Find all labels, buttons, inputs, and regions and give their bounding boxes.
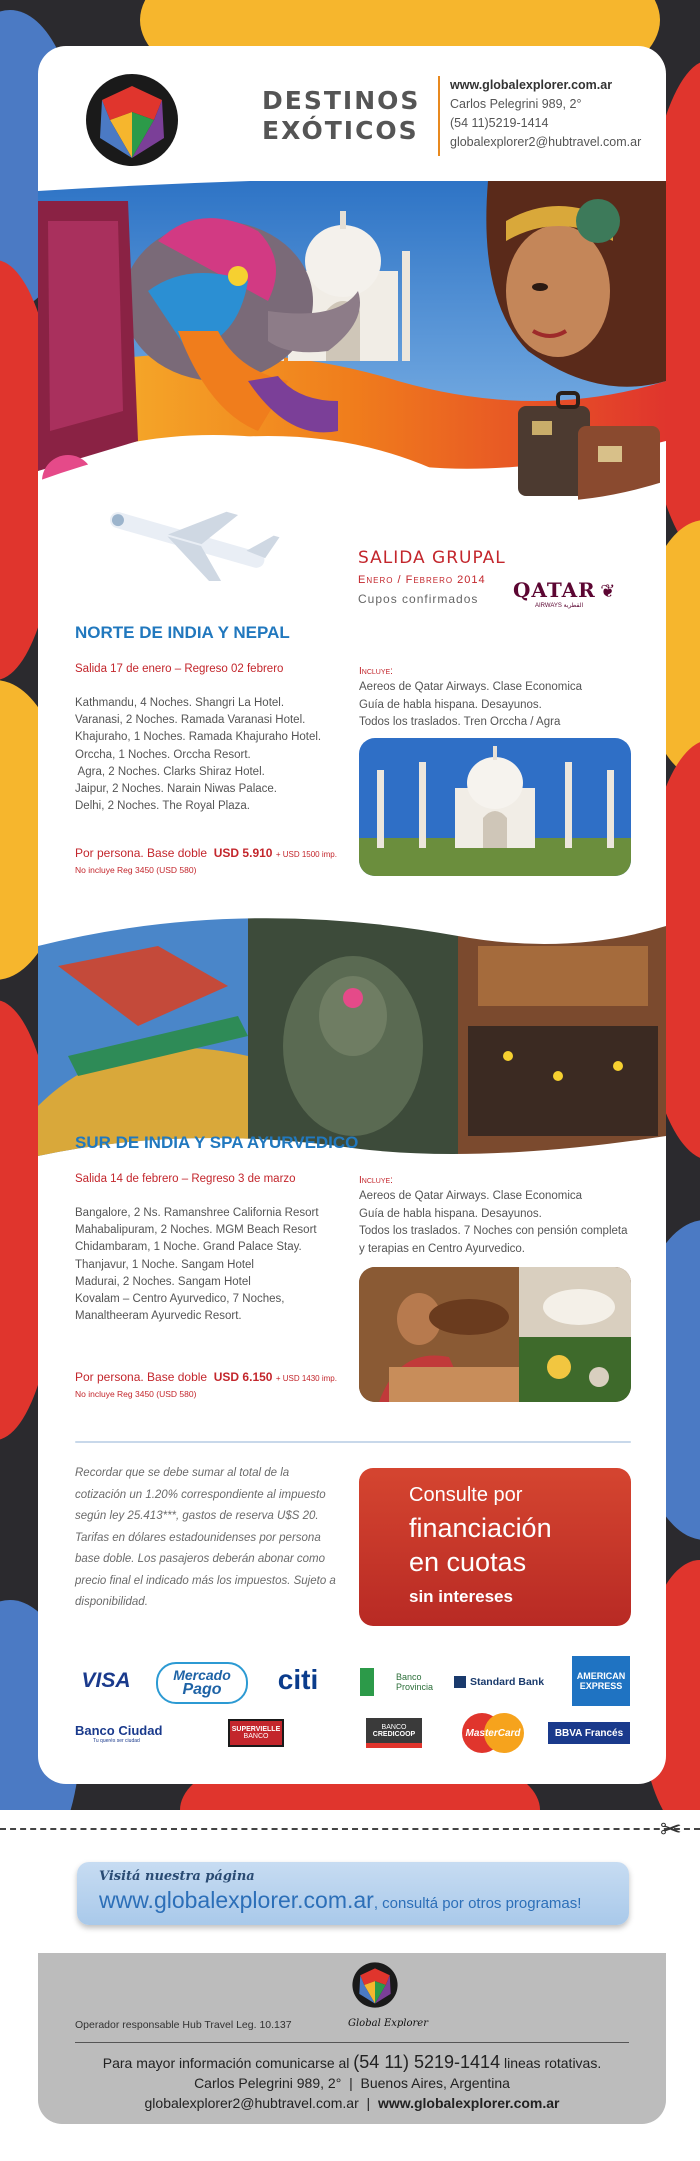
footer	[38, 1953, 666, 2124]
operator-text: Operador responsable Hub Travel Leg. 10.137	[75, 2019, 292, 2031]
price-label: Por persona. Base doble	[75, 846, 208, 860]
footer-website-link[interactable]: www.globalexplorer.com.ar	[377, 2095, 560, 2111]
page-title	[262, 86, 420, 146]
financing-line-3: en cuotas	[409, 1547, 527, 1577]
standard-bank-icon	[454, 1676, 466, 1688]
includes-item: Guía de habla hispana. Desayunos.	[359, 698, 542, 711]
footer-separator: |	[366, 2095, 371, 2111]
header-email-link[interactable]: globalexplorer2@hubtravel.com.ar	[450, 135, 642, 149]
header-website-link[interactable]: www.globalexplorer.com.ar	[450, 78, 613, 92]
trip-1-itinerary	[75, 695, 355, 815]
american-express-logo	[572, 1656, 630, 1706]
trip-2-price	[75, 1370, 337, 1384]
mastercard-logo	[458, 1712, 528, 1754]
taj-mahal-photo	[359, 738, 631, 876]
price-extra: + USD 1500 imp.	[275, 850, 337, 859]
group-departure-dates: Enero / Febrero 2014	[358, 574, 486, 586]
itinerary-item: Mahabalipuram, 2 Noches. MGM Beach Resort	[75, 1224, 317, 1237]
itinerary-item: Orccha, 1 Noches. Orccha Resort.	[75, 748, 251, 761]
trip-1-dates: Salida 17 de enero – Regreso 02 febrero	[75, 663, 284, 675]
credicoop-text-1: BANCO	[381, 1723, 407, 1731]
visit-label: Visitá nuestra página	[99, 1869, 255, 1884]
banco-credicoop-logo	[366, 1718, 422, 1748]
header-phone: (54 11)5219-1414	[450, 116, 549, 130]
trip-2-includes	[359, 1188, 649, 1258]
trip-1-note: No incluye Reg 3450 (USD 580)	[75, 865, 197, 875]
itinerary-item: Madurai, 2 Noches. Sangam Hotel	[75, 1275, 251, 1288]
footer-email-link[interactable]: globalexplorer2@hubtravel.com.ar	[144, 2095, 359, 2111]
itinerary-item: Jaipur, 2 Noches. Narain Niwas Palace.	[75, 783, 277, 796]
itinerary-item: Varanasi, 2 Noches. Ramada Varanasi Hotel.	[75, 714, 306, 727]
group-departure-status: Cupos confirmados	[358, 592, 479, 606]
price-label: Por persona. Base doble	[75, 1370, 208, 1384]
itinerary-item: Khajuraho, 1 Noches. Ramada Khajuraho Hotel.	[75, 731, 322, 744]
group-departure-title: SALIDA GRUPAL	[358, 548, 506, 568]
banco-provincia-text-1: Banco	[396, 1672, 422, 1682]
visit-cta-text: , consultá por otros programas!	[373, 1895, 582, 1912]
footer-contact	[38, 2052, 666, 2113]
banco-provincia-text-2: Provincia	[396, 1682, 434, 1692]
footer-divider	[75, 2042, 629, 2043]
itinerary-item: Kathmandu, 4 Noches. Shangri La Hotel.	[75, 697, 285, 709]
supervielle-text-1: SUPERVIELLE	[231, 1726, 281, 1733]
financing-line-4: sin intereses	[409, 1587, 513, 1606]
itinerary-item: Delhi, 2 Noches. The Royal Plaza.	[75, 800, 250, 813]
section-divider	[75, 1441, 631, 1443]
header-divider	[438, 76, 440, 156]
oryx-icon: ❦	[600, 581, 616, 601]
price-value: USD 5.910	[213, 846, 273, 860]
banco-ciudad-text: Banco Ciudad	[75, 1722, 163, 1738]
trip-2-note: No incluye Reg 3450 (USD 580)	[75, 1389, 197, 1399]
trip-2-dates: Salida 14 de febrero – Regreso 3 de marzo	[75, 1173, 296, 1185]
footer-city: Buenos Aires, Argentina	[360, 2075, 510, 2091]
hero-collage-image	[38, 181, 666, 581]
trip-2-title: SUR DE INDIA Y SPA AYURVEDICO	[75, 1133, 359, 1152]
trip-1-price	[75, 846, 337, 860]
footer-logo	[348, 1959, 428, 2029]
visit-website-link[interactable]: www.globalexplorer.com.ar	[99, 1887, 374, 1913]
title-line-1: DESTINOS	[262, 86, 421, 115]
newsletter-card	[38, 46, 666, 1784]
supervielle-text-2: BANCO	[243, 1733, 269, 1740]
includes-item: Guía de habla hispana. Desayunos.	[359, 1207, 542, 1220]
financing-line-1: Consulte por	[409, 1484, 523, 1506]
qatar-logo-text: QATAR	[513, 578, 596, 602]
includes-item: Todos los traslados. Tren Orccha / Agra	[359, 716, 561, 728]
qatar-logo-subtext: AIRWAYS القطرية	[535, 603, 584, 609]
mastercard-text: MasterCard	[465, 1727, 521, 1739]
group-departure-info	[358, 548, 506, 606]
contact-suffix: lineas rotativas.	[503, 2055, 602, 2071]
standard-bank-logo	[452, 1672, 546, 1692]
ayurvedic-spa-photo	[359, 1267, 631, 1402]
citi-logo: citi	[277, 1664, 319, 1695]
banco-ciudad-logo	[75, 1718, 171, 1748]
qatar-airways-logo	[513, 578, 615, 609]
coupon-cut-line	[0, 1828, 700, 1830]
price-value: USD 6.150	[213, 1370, 273, 1384]
includes-item: Aereos de Qatar Airways. Clase Economica	[359, 1190, 583, 1202]
includes-item: y terapias en Centro Ayurvedico.	[359, 1242, 525, 1255]
itinerary-item: Kovalam – Centro Ayurvedico, 7 Noches,	[75, 1293, 285, 1306]
price-extra: + USD 1430 imp.	[275, 1374, 337, 1383]
disclaimer-text: Recordar que se debe sumar al total de la cotización un 1.20% correspondiente al impuesto según ley 25.413***, gastos de reserva U$S 20. Tarifas en dólares estadounidenses por persona base doble. Los pasajeros deberán abonar como precio final el indicado más los impuestos. Sujeto a disponibilidad.	[75, 1467, 336, 1608]
footer-phone: (54 11) 5219-1414	[353, 2052, 501, 2072]
includes-item: Todos los traslados. 7 Noches con pensión completa	[359, 1225, 628, 1237]
itinerary-item: Agra, 2 Noches. Clarks Shiraz Hotel.	[75, 765, 265, 778]
itinerary-item: Thanjavur, 1 Noche. Sangam Hotel	[75, 1258, 254, 1271]
title-line-2: EXÓTICOS	[262, 116, 419, 145]
trip-2-itinerary	[75, 1205, 355, 1325]
footer-separator: |	[349, 2075, 353, 2091]
itinerary-item: Bangalore, 2 Ns. Ramanshree California Resort	[75, 1207, 319, 1219]
footer-logo-wordmark: Global Explorer	[348, 2018, 428, 2029]
footer-address: Carlos Pelegrini 989, 2°	[194, 2075, 342, 2091]
trip-1-title: NORTE DE INDIA Y NEPAL	[75, 623, 290, 642]
trip-1-includes	[359, 679, 649, 732]
mercado-pago-text-2: Pago	[182, 1681, 222, 1698]
credicoop-text-2: CREDICOOP	[372, 1730, 416, 1738]
includes-item: Aereos de Qatar Airways. Clase Economica	[359, 681, 583, 693]
banco-provincia-logo	[360, 1668, 434, 1696]
supervielle-logo	[228, 1719, 284, 1747]
itinerary-item: Chidambaram, 1 Noche. Grand Palace Stay.	[75, 1241, 302, 1254]
standard-bank-text: Standard Bank	[469, 1676, 545, 1688]
trip-2-includes-title: Incluye:	[359, 1175, 393, 1186]
amex-text-1: AMERICAN	[576, 1671, 626, 1681]
header-address: Carlos Pelegrini 989, 2°	[450, 97, 582, 111]
visit-website-banner[interactable]	[77, 1862, 629, 1925]
header-contact	[450, 76, 641, 152]
contact-prefix: Para mayor información comunicarse al	[102, 2055, 350, 2071]
mercado-pago-text-1: Mercado	[173, 1667, 231, 1683]
visa-logo: VISA	[81, 1669, 131, 1692]
banco-ciudad-subtext: Tu querés ser ciudad	[93, 1737, 140, 1744]
scissors-icon: ✂	[660, 1814, 682, 1844]
mercado-pago-logo	[156, 1662, 248, 1704]
bbva-frances-logo: BBVA Francés	[548, 1722, 630, 1744]
financing-banner[interactable]	[359, 1468, 631, 1626]
trip-1-includes-title: Incluye:	[359, 666, 393, 677]
financing-line-2: financiación	[409, 1513, 552, 1543]
amex-text-2: EXPRESS	[579, 1681, 623, 1691]
itinerary-item: Manaltheeram Ayurvedic Resort.	[75, 1310, 242, 1323]
